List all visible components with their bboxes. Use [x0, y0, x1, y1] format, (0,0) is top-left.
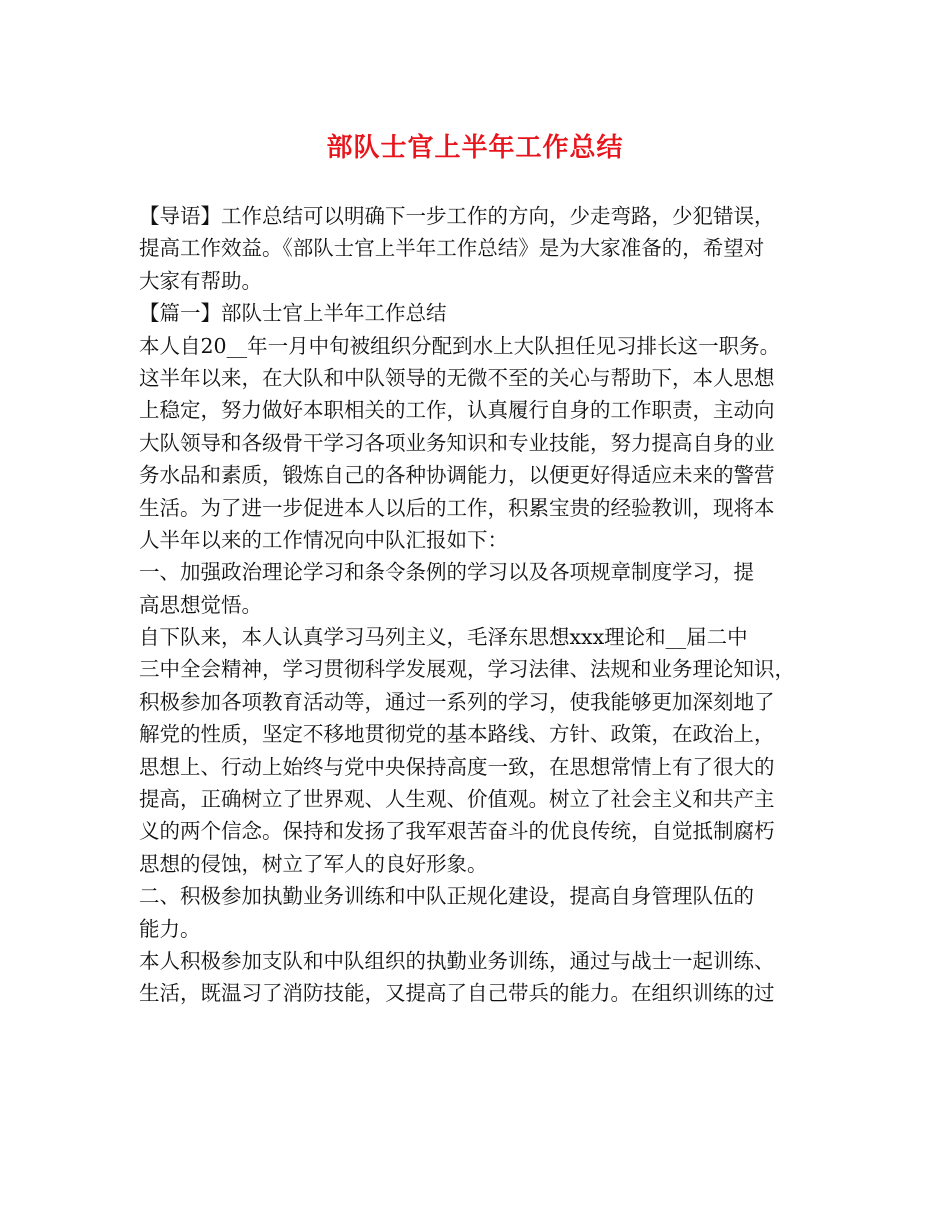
- body-line: 义的两个信念。保持和发扬了我军艰苦奋斗的优良传统，自觉抵制腐朽: [139, 819, 775, 844]
- body-line: 本人积极参加支队和中队组织的执勤业务训练，通过与战士一起训练、: [139, 948, 775, 973]
- body-line: 三中全会精神，学习贯彻科学发展观，学习法律、法规和业务理论知识，: [139, 657, 795, 682]
- body-line: 解党的性质，坚定不移地贯彻党的基本路线、方针、政策，在政治上，: [139, 722, 775, 747]
- body-line: 自下队来，本人认真学习马列主义，毛泽东思想xxx理论和__届二中: [139, 625, 748, 650]
- body-line: 提高工作效益。《部队士官上半年工作总结》是为大家准备的，希望对: [139, 236, 765, 261]
- body-line: 思想的侵蚀，树立了军人的良好形象。: [139, 851, 488, 876]
- body-line: 能力。: [139, 916, 201, 941]
- body-line: 人半年以来的工作情况向中队汇报如下：: [139, 527, 508, 552]
- body-line: 高思想觉悟。: [139, 592, 262, 617]
- body-line: 生活，既温习了消防技能，又提高了自己带兵的能力。在组织训练的过: [139, 981, 775, 1006]
- body-line: 生活。为了进一步促进本人以后的工作，积累宝贵的经验教训，现将本: [139, 495, 775, 520]
- body-line: 一、加强政治理论学习和条令条例的学习以及各项规章制度学习，提: [139, 560, 754, 585]
- body-line: 本人自20__年一月中旬被组织分配到水上大队担任见习排长这一职务。: [139, 333, 781, 358]
- body-line: 二、积极参加执勤业务训练和中队正规化建设，提高自身管理队伍的: [139, 884, 754, 909]
- body-line: 上稳定，努力做好本职相关的工作，认真履行自身的工作职责，主动向: [139, 398, 775, 423]
- body-line: 思想上、行动上始终与党中央保持高度一致，在思想常情上有了很大的: [139, 754, 775, 779]
- body-line: 大家有帮助。: [139, 268, 262, 293]
- body-line: 【篇一】部队士官上半年工作总结: [139, 301, 447, 326]
- document-title: 部队士官上半年工作总结: [326, 133, 624, 163]
- body-line: 这半年以来，在大队和中队领导的无微不至的关心与帮助下，本人思想: [139, 365, 775, 390]
- body-line: 【导语】工作总结可以明确下一步工作的方向，少走弯路，少犯错误，: [139, 204, 775, 228]
- body-line: 积极参加各项教育活动等，通过一系列的学习，使我能够更加深刻地了: [139, 689, 775, 714]
- body-line: 大队领导和各级骨干学习各项业务知识和专业技能，努力提高自身的业: [139, 430, 775, 455]
- body-line: 务水品和素质，锻炼自己的各种协调能力，以便更好得适应未来的警营: [139, 463, 775, 488]
- body-line: 提高，正确树立了世界观、人生观、价值观。树立了社会主义和共产主: [139, 787, 775, 812]
- document-body: [139, 200, 839, 1010]
